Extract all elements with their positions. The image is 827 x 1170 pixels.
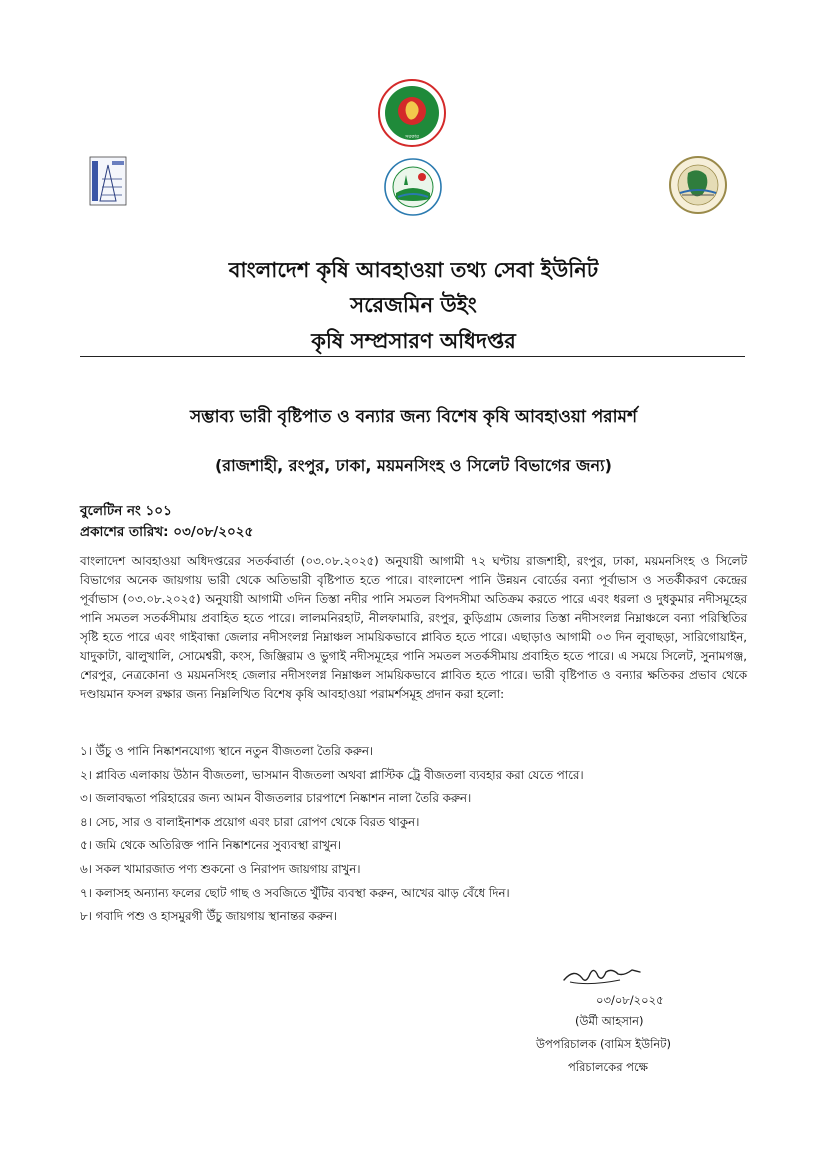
bmd-logo xyxy=(88,155,128,207)
advisory-region: (রাজশাহী, রংপুর, ঢাকা, ময়মনসিংহ ও সিলেট বিভাগের জন্য) xyxy=(214,456,612,475)
list-item: ১। উঁচু ও পানি নিষ্কাশনযোগ্য স্থানে নতুন বীজতলা তৈরি করুন। xyxy=(80,744,374,758)
bulletin-number: বুলেটিন নং ১০১ xyxy=(80,503,172,519)
header-divider xyxy=(80,356,745,357)
advisory-paragraph: বাংলাদেশ আবহাওয়া অধিদপ্তরের সতর্কবার্তা (০৩.০৮.২০২৫) অনুযায়ী আগামী ৭২ ঘণ্টায় রাজশাহী, রংপুর, ঢাকা, ময়মনসিংহ ও সিলেট বিভাগের অনেক জায়গায় ভারী থেকে অতিভারী বৃষ্টিপাত হতে পারে। বাংলাদেশ পানি উন্নয়ন বোর্ডের বন্যা পূর্বাভাস ও সতর্কীকরণ কেন্দ্রের পূর্বাভাস (০৩.০৮.২০২৫) অনুযায়ী আগামী ৩দিন তিস্তা নদীর পানি সমতল বিপদসীমা অতিক্রম করতে পারে এবং ধরলা ও দুধকুমার নদীসমূহের পানি সমতল সতর্কসীমায় প্রবাহিত হতে পারে। লালমনিরহাট, নীলফামারি, রংপুর, কুড়িগ্রাম জেলার তিস্তা নদীসংলগ্ন নিম্নাঞ্চলে বন্যা পরিস্থিতির সৃষ্টি হতে পারে এবং গাইবান্ধা জেলার নদীসংলগ্ন নিম্নাঞ্চল সাময়িকভাবে প্লাবিত হতে পারে। এছাড়াও আগামী ০৩ দিন লুবাছড়া, সারিগোয়াইন, যাদুকাটা, ঝালুখালি, সোমেশ্বরী, কংস, জিঞ্জিরাম ও ভুগাই নদীসমূহের পানি সমতল সতর্কসীমায় প্রবাহিত হতে পারে। এ সময়ে সিলেট, সুনামগঞ্জ, শেরপুর, নেত্রকোনা ও ময়মনসিংহ জেলার নদীসংলগ্ন নিম্নাঞ্চল সাময়িকভাবে প্লাবিত হতে পারে। ভারী বৃষ্টিপাত ও বন্যার ক্ষতিকর প্রভাব থেকে দণ্ডায়মান ফসল রক্ষার জন্য নিম্নলিখিত বিশেষ কৃষি আবহাওয়া পরামর্শসমূহ প্রদান করা হলো: xyxy=(80,554,747,701)
advisory-subject: সম্ভাব্য ভারী বৃষ্টিপাত ও বন্যার জন্য বিশেষ কৃষি আবহাওয়া পরামর্শ xyxy=(189,407,638,427)
department-title: কৃষি সম্প্রসারণ অধিদপ্তর xyxy=(311,329,516,353)
bamis-logo xyxy=(382,157,444,217)
list-item: ৬। সকল খামারজাত পণ্য শুকনো ও নিরাপদ জায়গায় রাখুন। xyxy=(80,861,361,876)
svg-text:সরকার: সরকার xyxy=(405,134,419,140)
handwritten-signature xyxy=(560,960,650,990)
government-seal xyxy=(377,78,447,148)
list-item: ৭। কলাসহ অন্যান্য ফলের ছোট গাছ ও সবজিতে খুঁটির ব্যবস্থা করুন, আখের ঝাড় বেঁধে দিন। xyxy=(80,885,510,900)
unit-title: বাংলাদেশ কৃষি আবহাওয়া তথ্য সেবা ইউনিট xyxy=(228,258,599,282)
signature-date: ০৩/০৮/২০২৫ xyxy=(596,993,664,1007)
signatory-designation: উপপরিচালক (বামিস ইউনিট) xyxy=(536,1037,671,1051)
bwdb-logo xyxy=(668,155,728,215)
publish-date: প্রকাশের তারিখ: ০৩/০৮/২০২৫ xyxy=(80,524,254,540)
on-behalf-text: পরিচালকের পক্ষে xyxy=(568,1060,648,1074)
list-item: ৪। সেচ, সার ও বালাইনাশক প্রয়োগ এবং চারা রোপণ থেকে বিরত থাকুন। xyxy=(80,814,420,829)
list-item: ৩। জলাবদ্ধতা পরিহারের জন্য আমন বীজতলার চারপাশে নিষ্কাশন নালা তৈরি করুন। xyxy=(80,791,472,806)
signatory-name: (উর্মী আহসান) xyxy=(575,1014,644,1028)
list-item: ৮। গবাদি পশু ও হাসমুরগী উঁচু জায়গায় স্থানান্তর করুন। xyxy=(80,909,338,924)
list-item: ৫। জমি থেকে অতিরিক্ত পানি নিষ্কাশনের সুব্যবস্থা রাখুন। xyxy=(80,838,342,853)
wing-title: সরেজমিন উইং xyxy=(350,293,477,317)
recommendation-list xyxy=(80,742,584,931)
list-item: ২। প্লাবিত এলাকায় উঠান বীজতলা, ভাসমান বীজতলা অথবা প্লাস্টিক ট্রে বীজতলা ব্যবহার করা যেতে পারে। xyxy=(80,767,584,782)
